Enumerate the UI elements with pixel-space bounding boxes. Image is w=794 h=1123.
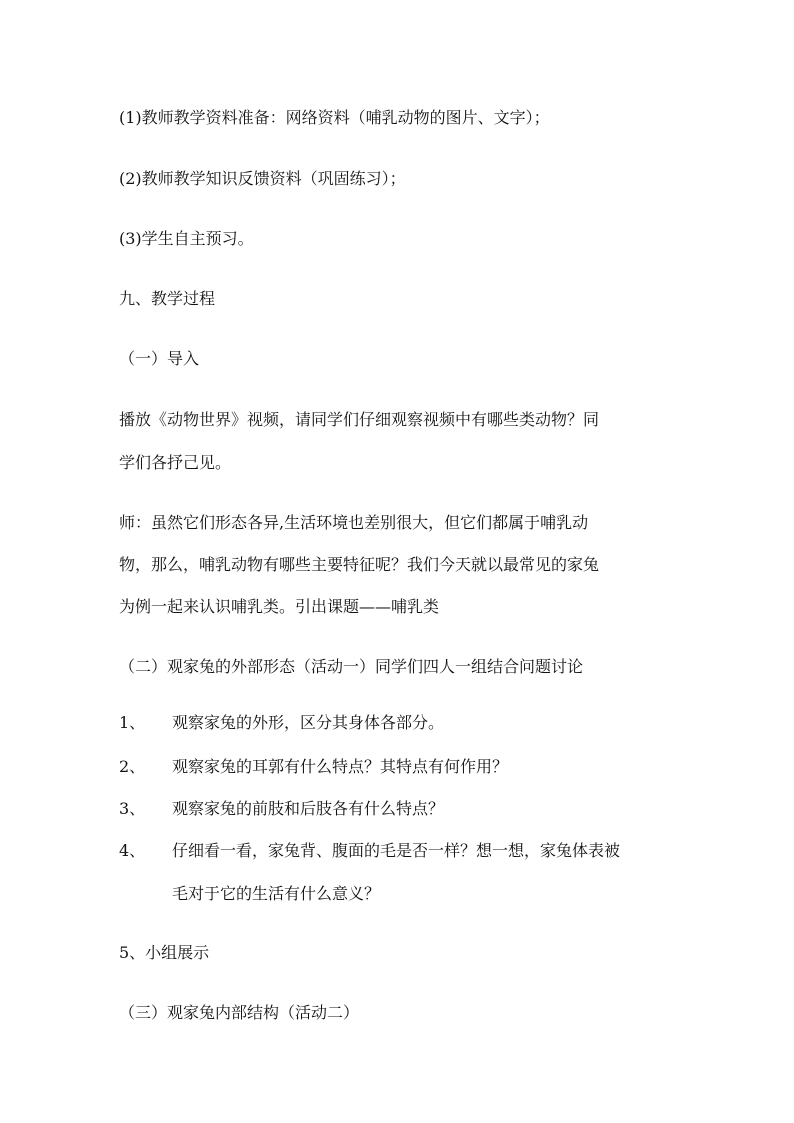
question-item-2 [119,757,508,777]
subsection-activity-two: （三）观家兔内部结构（活动二） [119,1003,360,1022]
question-item-4-continuation: 毛对于它的生活有什么意义？ [172,884,381,903]
question-text: 观察家兔的外形，区分其身体各部分。 [172,713,445,732]
question-text: 观察家兔的耳郭有什么特点？其特点有何作用？ [172,757,509,776]
teacher-paragraph-line-1: 师：虽然它们形态各异,生活环境也差别很大，但它们都属于哺乳动 [119,513,589,532]
question-number: 2、 [119,757,146,776]
question-number: 1、 [119,713,146,732]
question-item-3 [119,799,444,819]
intro-paragraph-line-2: 学们各抒己见。 [119,453,232,472]
group-presentation: 5、小组展示 [119,943,210,962]
prep-item-1: (1)教师教学资料准备：网络资料（哺乳动物的图片、文字）； [119,108,550,127]
intro-paragraph-line-1: 播放《动物世界》视频，请同学们仔细观察视频中有哪些类动物？同 [119,410,600,429]
teacher-paragraph-line-2: 物，那么，哺乳动物有哪些主要特征呢？我们今天就以最常见的家兔 [119,555,600,574]
question-number: 3、 [119,799,146,818]
question-item-4 [119,841,620,861]
prep-item-2: (2)教师教学知识反馈资料（巩固练习）； [119,169,406,188]
question-item-1 [119,713,444,733]
question-number: 4、 [119,841,146,860]
question-text: 仔细看一看，家兔背、腹面的毛是否一样？想一想，家兔体表被 [172,841,621,860]
prep-item-3: (3)学生自主预习。 [119,229,254,248]
subsection-activity-one: （二）观家兔的外部形态（活动一）同学们四人一组结合问题讨论 [119,657,584,676]
question-text: 观察家兔的前肢和后肢各有什么特点？ [172,799,445,818]
section-title: 九、教学过程 [119,289,216,308]
teacher-paragraph-line-3: 为例一起来认识哺乳类。引出课题——哺乳类 [119,597,440,616]
subsection-intro: （一）导入 [119,349,200,368]
